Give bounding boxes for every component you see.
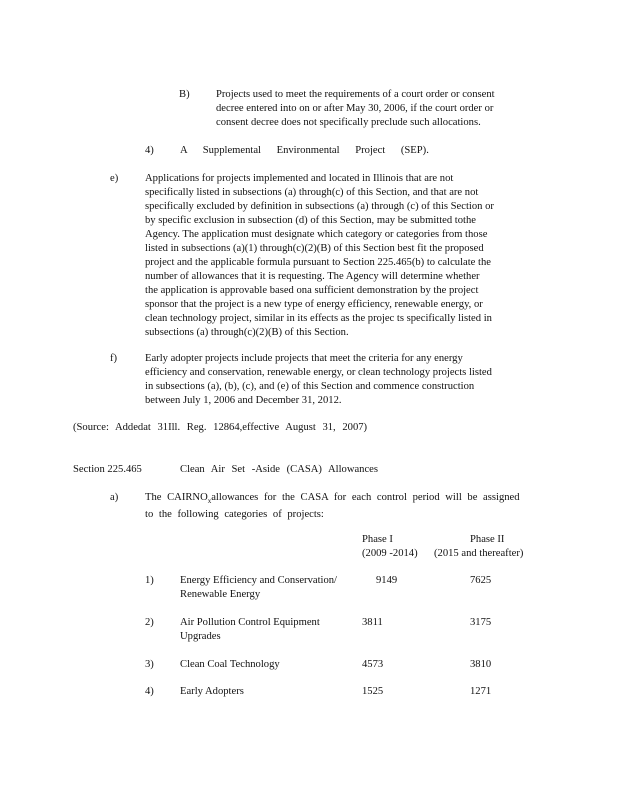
row-2-phase1: 3811 [362, 617, 383, 628]
row-3-phase1: 4573 [362, 659, 384, 670]
row-1-category [180, 574, 337, 602]
text-line: listed in subsections (a)(1) through(c)(2)(B) of this Section best fit the proposed [145, 243, 484, 254]
text-line: number of allowances that it is requesting. The Agency will determine whether [145, 271, 480, 282]
row-4-phase2: 1271 [470, 686, 492, 697]
header-phase1-range: (2009 -2014) [362, 548, 418, 559]
text-line: Applications for projects implemented and located in Illinois that are not [145, 173, 454, 184]
header-phase2: Phase II [470, 534, 505, 545]
row-1-phase1: 9149 [376, 575, 398, 586]
text-line: Upgrades [180, 631, 221, 642]
row-1-phase2: 7625 [470, 575, 492, 586]
row-4-marker: 4) [145, 686, 154, 697]
text-line: Renewable Energy [180, 589, 261, 600]
text-before: The CAIRNO [145, 492, 208, 503]
row-2-category [180, 616, 320, 644]
row-1-marker: 1) [145, 575, 154, 586]
item-f-marker: f) [110, 353, 118, 364]
item-4-text: A Supplemental Environmental Project (SEP). [180, 145, 429, 156]
row-4-phase1: 1525 [362, 686, 384, 697]
item-e-text [145, 172, 538, 340]
item-b-marker: B) [179, 89, 190, 100]
row-3-category: Clean Coal Technology [180, 659, 280, 670]
text-line: Projects used to meet the requirements of a court order or consent [216, 89, 495, 100]
section-number: Section 225.465 [73, 464, 142, 475]
text-line: decree entered into on or after May 30, 2006, if the court order or [216, 103, 494, 114]
text-line: the application is approvable based ona sufficient demonstration by the project [145, 285, 479, 296]
item-e-marker: e) [110, 173, 119, 184]
subscript-x: x [207, 497, 212, 506]
text-line [145, 491, 538, 508]
text-line: Air Pollution Control Equipment [180, 617, 320, 628]
text-line: in subsections (a), (b), (c), and (e) of this Section and commence construction [145, 381, 475, 392]
section-title: Clean Air Set -Aside (CASA) Allowances [180, 464, 379, 475]
row-2-phase2: 3175 [470, 617, 492, 628]
text-line: specifically listed in subsections (a) through(c) of this Section, and that are not [145, 187, 479, 198]
header-phase2-range: (2015 and thereafter) [434, 548, 524, 559]
text-line: specifically excluded by definition in subsections (a) through (c) of this Section or [145, 201, 494, 212]
text-line: subsections (a) through(c)(2)(B) of this Section. [145, 327, 349, 338]
text-line: between July 1, 2006 and December 31, 2012. [145, 395, 342, 406]
item-4-marker: 4) [145, 145, 154, 156]
row-4-category: Early Adopters [180, 686, 244, 697]
text-line: clean technology project, similar in its effects as the projec ts specifically listed in [145, 313, 492, 324]
text-line: sponsor that the project is a new type of energy efficiency, renewable energy, or [145, 299, 483, 310]
source-note: (Source: Addedat 31Ill. Reg. 12864,effective August 31, 2007) [73, 422, 368, 433]
item-b-text [216, 88, 532, 130]
row-3-phase2: 3810 [470, 659, 492, 670]
text-line: Early adopter projects include projects that meet the criteria for any energy [145, 353, 463, 364]
text-line: consent decree does not specifically preclude such allocations. [216, 117, 481, 128]
text-line: by specific exclusion in subsection (d) of this Section, may be submitted tothe [145, 215, 476, 226]
text-line: to the following categories of projects: [145, 509, 324, 521]
text-line: Energy Efficiency and Conservation/ [180, 575, 337, 586]
item-f-text [145, 352, 538, 408]
item-a-marker: a) [110, 492, 119, 503]
text-after: allowances for the CASA for each control period will be assigned [211, 492, 520, 503]
row-2-marker: 2) [145, 617, 154, 628]
item-a-text [145, 491, 538, 522]
text-line: efficiency and conservation, renewable energy, or clean technology projects listed [145, 367, 492, 378]
row-3-marker: 3) [145, 659, 154, 670]
text-line: Agency. The application must designate which category or categories from those [145, 229, 488, 240]
header-phase1: Phase I [362, 534, 393, 545]
text-line: project and the applicable formula pursuant to Section 225.465(b) to calculate the [145, 257, 491, 268]
